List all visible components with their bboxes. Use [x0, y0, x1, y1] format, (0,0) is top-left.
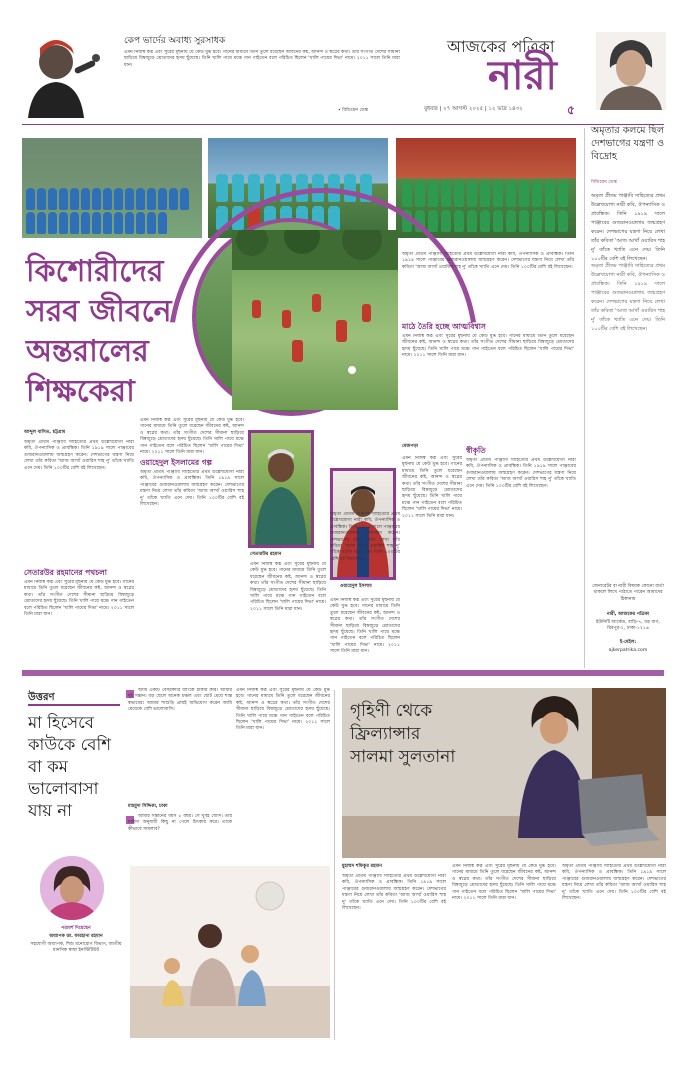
qa-divider — [334, 690, 335, 1040]
subhead-wahedul: ওয়াহেদুল ইসলামের গল্প — [140, 458, 213, 467]
second-col-3: অমৃতা প্রীতম পাঞ্জাবি সাহিত্যের প্রথম উল্লেখযোগ্য নারী কবি, ঔপন্যাসিক ও প্রাবন্ধিক। তিনি ১৯১৯ সালে পাঞ্জাবের গুজরানওয়ালায় জন্মগ্রহণ করেন। দেশভাগের যন্ত্রণা নিয়ে লেখা তাঁর কবিতা 'আজ আখাঁ ওয়ারিস শাহ নু' তাঁকে খ্যাতি এনে দেয়। তিনি ১০০টির বেশি বই লিখেছেন। — [562, 864, 666, 902]
main-col-3: এমন নিজস্ব কণ্ঠ এবং সুরের মূর্ছনায় যে কেউ মুগ্ধ হবে। গানের মাধ্যমে তিনি তুলে ধরেছেন জীবনের কষ্ট, আনন্দ ও স্বপ্নের কথা। তাঁর সংগীত দেশের সীমানা ছাড়িয়ে বিশ্বজুড়ে শ্রোতাদের হৃদয় ছুঁয়েছে। তিনি খালি পায়ে মঞ্চে গান গাইতেন বলে পরিচিত ছিলেন 'খালি পায়ের দিভা' নামে। ২০১১ সালে তিনি মারা যান। — [250, 562, 326, 612]
side-byline: বিডিয়েন ডেস্ক — [591, 180, 617, 185]
headline-line-4: শিক্ষকেরা — [26, 374, 135, 409]
caption-wahedul: ওয়াহেদুল ইসলাম — [340, 584, 372, 589]
page-number: ৫ — [567, 103, 575, 117]
second-col-2: এমন নিজস্ব কণ্ঠ এবং সুরের মূর্ছনায় যে কেউ মুগ্ধ হবে। গানের মাধ্যমে তিনি তুলে ধরেছেন জীবনের কষ্ট, আনন্দ ও স্বপ্নের কথা। তাঁর সংগীত দেশের সীমানা ছাড়িয়ে বিশ্বজুড়ে শ্রোতাদের হৃদয় ছুঁয়েছে। তিনি খালি পায়ে মঞ্চে গান গাইতেন বলে পরিচিত ছিলেন 'খালি পায়ের দিভা' নামে। ২০১১ সালে তিনি মারা যান। — [452, 864, 556, 902]
qa-headline: মা হিসেবে কাউকে বেশি বা কম ভালোবাসা যায় না — [28, 713, 111, 820]
main-byline: আব্দুল বাসিত, চট্টগ্রাম — [24, 430, 66, 435]
address-text: ইউনিটি আর্কেড, বাড়ি-৭, বড় বাগ, মিরপুর-২, ঢাকা-১২১৬ — [596, 620, 660, 632]
subhead-recognition: স্বীকৃতি — [466, 446, 486, 455]
team-photo-3 — [396, 138, 576, 238]
question-1: আমি একটি বেসরকারি ব্যাংকে চাকরি করি। আমার দুই সন্তান। বড় ছেলে অনেক চঞ্চল এবং ছোট মেয়ে শান্ত স্বভাবের। আমার শাশুড়ি প্রায়ই অভিযোগ করেন আমি মেয়েকে বেশি ভালোবাসি। — [128, 688, 232, 713]
qa-tag-rule — [28, 704, 120, 706]
main-bottom-rule — [22, 670, 664, 676]
team-photo-1 — [22, 138, 202, 238]
expert-caption-title: পরামর্শ দিয়েছেন — [61, 926, 91, 931]
qa-tag: উত্তরণ — [28, 692, 55, 703]
section-title: নারী — [488, 53, 557, 99]
side-title: অমৃতার কলমে ছিল দেশভাগের যন্ত্রণা ও বিদ্রোহ — [591, 125, 665, 162]
main-col-5: অমৃতা প্রীতম পাঞ্জাবি সাহিত্যের প্রথম উল্লেখযোগ্য নারী কবি, ঔপন্যাসিক ও প্রাবন্ধিক। তিনি ১৯১৯ সালে পাঞ্জাবের গুজরানওয়ালায় জন্মগ্রহণ করেন। দেশভাগের যন্ত্রণা নিয়ে লেখা তাঁর কবিতা 'আজ আখাঁ ওয়ারিস শাহ নু' তাঁকে খ্যাতি এনে দেয়। তিনি ১০০টির বেশি বই লিখেছেন। — [402, 252, 574, 270]
email-link[interactable]: ajkerpatrika.com — [608, 648, 648, 653]
coach-photo-1 — [248, 430, 314, 548]
main-col-2: এমন নিজস্ব কণ্ঠ এবং সুরের মূর্ছনায় যে কেউ মুগ্ধ হবে। গানের মাধ্যমে তিনি তুলে ধরেছেন জীবনের কষ্ট, আনন্দ ও স্বপ্নের কথা। তাঁর সংগীত দেশের সীমানা ছাড়িয়ে বিশ্বজুড়ে শ্রোতাদের হৃদয় ছুঁয়েছে। তিনি খালি পায়ে মঞ্চে গান গাইতেন বলে পরিচিত ছিলেন 'খালি পায়ের দিভা' নামে। ২০১১ সালে তিনি মারা যান। — [140, 418, 244, 456]
feature-text: এমন নিজস্ব কণ্ঠ এবং সুরের মূর্ছনায় যে কেউ মুগ্ধ হবে। গানের মাধ্যমে তিনি তুলে ধরেছেন জীবনের কষ্ট, আনন্দ ও স্বপ্নের কথা। তাঁর সংগীত দেশের সীমানা ছাড়িয়ে বিশ্বজুড়ে শ্রোতাদের হৃদয় ছুঁয়েছে। তিনি খালি পায়ে মঞ্চে গান গাইতেন বলে পরিচিত ছিলেন 'খালি পায়ের দিভা' নামে। ২০১১ সালে তিনি মারা যান। — [124, 50, 400, 68]
main-col-1: অমৃতা প্রীতম পাঞ্জাবি সাহিত্যের প্রথম উল্লেখযোগ্য নারী কবি, ঔপন্যাসিক ও প্রাবন্ধিক। তিনি ১৯১৯ সালে পাঞ্জাবের গুজরানওয়ালায় জন্মগ্রহণ করেন। দেশভাগের যন্ত্রণা নিয়ে লেখা তাঁর কবিতা 'আজ আখাঁ ওয়ারিস শাহ নু' তাঁকে খ্যাতি এনে দেয়। তিনি ১০০টির বেশি বই লিখেছেন। — [24, 440, 134, 471]
expert-name: অধ্যাপক ডা. ফারহানা রহমান — [49, 934, 103, 939]
subhead-setarur: সেতারউর রহমানের পথচলা — [24, 568, 107, 577]
second-byline: মুহাম্মদ শফিকুর রহমান — [342, 864, 383, 869]
headline-line-3: অন্তরালের — [26, 334, 149, 369]
main-col-5c: এমন নিজস্ব কণ্ঠ এবং সুরের মূর্ছনায় যে কেউ মুগ্ধ হবে। গানের মাধ্যমে তিনি তুলে ধরেছেন জীবনের কষ্ট, আনন্দ ও স্বপ্নের কথা। তাঁর সংগীত দেশের সীমানা ছাড়িয়ে বিশ্বজুড়ে শ্রোতাদের হৃদয় ছুঁয়েছে। তিনি খালি পায়ে মঞ্চে গান গাইতেন বলে পরিচিত ছিলেন 'খালি পায়ের দিভা' নামে। ২০১১ সালে তিনি মারা যান। — [402, 456, 462, 519]
mother-child-photo — [130, 866, 330, 1038]
answer-col-2: এমন নিজস্ব কণ্ঠ এবং সুরের মূর্ছনায় যে কেউ মুগ্ধ হবে। গানের মাধ্যমে তিনি তুলে ধরেছেন জীবনের কষ্ট, আনন্দ ও স্বপ্নের কথা। তাঁর সংগীত দেশের সীমানা ছাড়িয়ে বিশ্বজুড়ে শ্রোতাদের হৃদয় ছুঁয়েছে। তিনি খালি পায়ে মঞ্চে গান গাইতেন বলে পরিচিত ছিলেন 'খালি পায়ের দিভা' নামে। ২০১১ সালে তিনি মারা যান। — [236, 688, 330, 732]
address-label: নারী, আজকের পত্রিকা — [606, 612, 650, 617]
main-col-5b: এমন নিজস্ব কণ্ঠ এবং সুরের মূর্ছনায় যে কেউ মুগ্ধ হবে। গানের মাধ্যমে তিনি তুলে ধরেছেন জীবনের কষ্ট, আনন্দ ও স্বপ্নের কথা। তাঁর সংগীত দেশের সীমানা ছাড়িয়ে বিশ্বজুড়ে শ্রোতাদের হৃদয় ছুঁয়েছে। তিনি খালি পায়ে মঞ্চে গান গাইতেন বলে পরিচিত ছিলেন 'খালি পায়ের দিভা' নামে। ২০১১ সালে তিনি মারা যান। — [402, 334, 574, 359]
feature-title: কেপ ভার্দের অবাধ্য সুরসাধক — [124, 36, 226, 46]
main-col-2b: অমৃতা প্রীতম পাঞ্জাবি সাহিত্যের প্রথম উল্লেখযোগ্য নারী কবি, ঔপন্যাসিক ও প্রাবন্ধিক। তিনি ১৯১৯ সালে পাঞ্জাবের গুজরানওয়ালায় জন্মগ্রহণ করেন। দেশভাগের যন্ত্রণা নিয়ে লেখা তাঁর কবিতা 'আজ আখাঁ ওয়ারিস শাহ নু' তাঁকে খ্যাতি এনে দেয়। তিনি ১০০টির বেশি বই লিখেছেন। — [140, 470, 244, 508]
author-photo — [596, 32, 666, 110]
main-col-1b: এমন নিজস্ব কণ্ঠ এবং সুরের মূর্ছনায় যে কেউ মুগ্ধ হবে। গানের মাধ্যমে তিনি তুলে ধরেছেন জীবনের কষ্ট, আনন্দ ও স্বপ্নের কথা। তাঁর সংগীত দেশের সীমানা ছাড়িয়ে বিশ্বজুড়ে শ্রোতাদের হৃদয় ছুঁয়েছে। তিনি খালি পায়ে মঞ্চে গান গাইতেন বলে পরিচিত ছিলেন 'খালি পায়ের দিভা' নামে। ২০১১ সালে তিনি মারা যান। — [24, 580, 134, 618]
main-headline — [26, 252, 226, 412]
singer-photo — [22, 34, 110, 118]
headline-line-2: সরব জীবনে — [26, 294, 172, 329]
subhead-confidence: মাঠে তৈরি হচ্ছে আত্মবিশ্বাস — [402, 322, 486, 331]
side-article: অমৃতা প্রীতম পাঞ্জাবি সাহিত্যের প্রথম উল্লেখযোগ্য নারী কবি, ঔপন্যাসিক ও প্রাবন্ধিক। তিনি ১৯১৯ সালে পাঞ্জাবের গুজরানওয়ালায় জন্মগ্রহণ করেন। দেশভাগের যন্ত্রণা নিয়ে লেখা তাঁর কবিতা 'আজ আখাঁ ওয়ারিস শাহ নু' তাঁকে খ্যাতি এনে দেয়। তিনি ১০০টির বেশি বই লিখেছেন। — [591, 193, 665, 262]
caption-setarur: সেতারউর রহমান — [250, 552, 282, 557]
contact-note: জেনারেটর বা নারী বিষয়ক কোনো বার্তা থাকলে লিখে পাঠাতে পারেন আমাদের ঠিকানায় — [592, 584, 664, 602]
main-col-6: অমৃতা প্রীতম পাঞ্জাবি সাহিত্যের প্রথম উল্লেখযোগ্য নারী কবি, ঔপন্যাসিক ও প্রাবন্ধিক। তিনি ১৯১৯ সালে পাঞ্জাবের গুজরানওয়ালায় জন্মগ্রহণ করেন। দেশভাগের যন্ত্রণা নিয়ে লেখা তাঁর কবিতা 'আজ আখাঁ ওয়ারিস শাহ নু' তাঁকে খ্যাতি এনে দেয়। তিনি ১০০টির বেশি বই লিখেছেন। — [466, 458, 576, 489]
header-band — [0, 28, 687, 124]
main-col-4: অমৃতা প্রীতম পাঞ্জাবি সাহিত্যের প্রথম উল্লেখযোগ্য নারী কবি, ঔপন্যাসিক ও প্রাবন্ধিক। তিনি ১৯১৯ সালে পাঞ্জাবের গুজরানওয়ালায় জন্মগ্রহণ করেন। দেশভাগের যন্ত্রণা নিয়ে লেখা তাঁর কবিতা 'আজ আখাঁ ওয়ারিস শাহ নু' তাঁকে খ্যাতি এনে দেয়। তিনি ১০০টির বেশি বই লিখেছেন। — [330, 512, 400, 562]
side-article-filler: অমৃতা প্রীতম পাঞ্জাবি সাহিত্যের প্রথম উল্লেখযোগ্য নারী কবি, ঔপন্যাসিক ও প্রাবন্ধিক। তিনি ১৯১৯ সালে পাঞ্জাবের গুজরানওয়ালায় জন্মগ্রহণ করেন। দেশভাগের যন্ত্রণা নিয়ে লেখা তাঁর কবিতা 'আজ আখাঁ ওয়ারিস শাহ নু' তাঁকে খ্যাতি এনে দেয়। তিনি ১০০টির বেশি বই লিখেছেন। — [591, 263, 665, 332]
side-column-divider — [584, 128, 585, 668]
brand-logo: আজকের পত্রিকা — [447, 37, 555, 56]
second-col-1: অমৃতা প্রীতম পাঞ্জাবি সাহিত্যের প্রথম উল্লেখযোগ্য নারী কবি, ঔপন্যাসিক ও প্রাবন্ধিক। তিনি ১৯১৯ সালে পাঞ্জাবের গুজরানওয়ালায় জন্মগ্রহণ করেন। দেশভাগের যন্ত্রণা নিয়ে লেখা তাঁর কবিতা 'আজ আখাঁ ওয়ারিস শাহ নু' তাঁকে খ্যাতি এনে দেয়। তিনি ১০০টির বেশি বই লিখেছেন। — [342, 874, 446, 912]
email-label: ই-মেইল: — [619, 640, 637, 645]
question-2: আমার সন্তানের বয়স ৮ বছর। সে খুবই জেদি। তার চাহিদা অনুযায়ী কিছু না পেলে চিৎকার করে। তাকে কীভাবে সামলাব? — [128, 814, 232, 832]
caption-mejpara: মেজপড়া — [402, 444, 419, 449]
header-rule — [22, 124, 664, 125]
headline-line-1: কিশোরীদের — [26, 254, 164, 289]
feature-byline: • বিডিয়েন ডেস্ক — [338, 108, 369, 113]
expert-photo — [40, 856, 104, 920]
question-1-byline: মাহমুদা সিদ্দিকা, ঢাকা — [128, 804, 168, 809]
expert-caption: সহযোগী অধ্যাপক, শিশু মনোরোগ বিভাগ, জাতীয় মানসিক স্বাস্থ্য ইনস্টিটিউট — [30, 942, 122, 954]
second-headline: গৃহিণী থেকে ফ্রিল্যান্সার সালমা সুলতানা — [350, 701, 456, 767]
main-col-4b: এমন নিজস্ব কণ্ঠ এবং সুরের মূর্ছনায় যে কেউ মুগ্ধ হবে। গানের মাধ্যমে তিনি তুলে ধরেছেন জীবনের কষ্ট, আনন্দ ও স্বপ্নের কথা। তাঁর সংগীত দেশের সীমানা ছাড়িয়ে বিশ্বজুড়ে শ্রোতাদের হৃদয় ছুঁয়েছে। তিনি খালি পায়ে মঞ্চে গান গাইতেন বলে পরিচিত ছিলেন 'খালি পায়ের দিভা' নামে। ২০১১ সালে তিনি মারা যান। — [330, 598, 400, 655]
date-line: বুধবার | ২৭ আগস্ট ২০২৫ | ১২ ভাদ্র ১৪৩২ — [424, 106, 523, 112]
